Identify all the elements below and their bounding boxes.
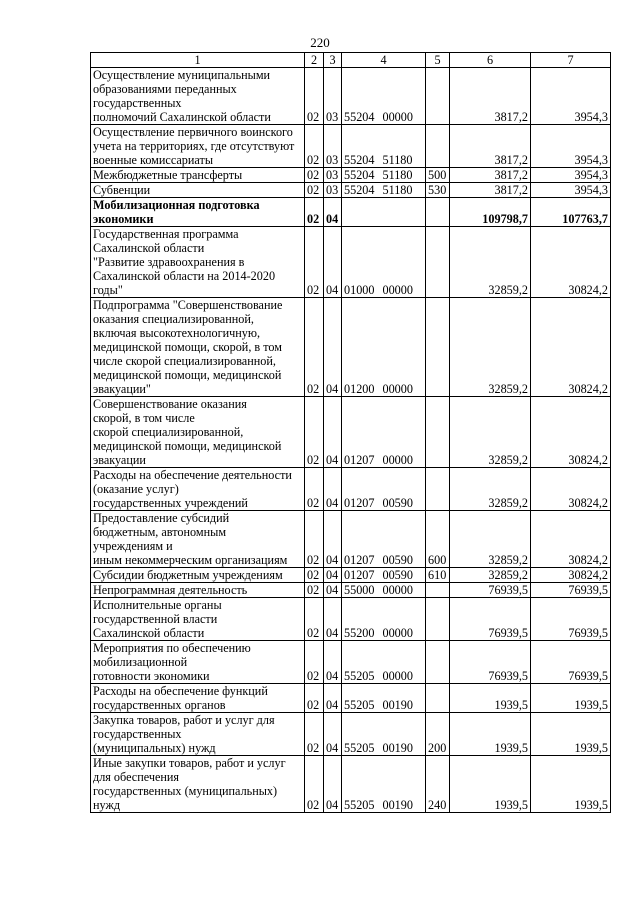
row-name-line: оказания специализированной,	[93, 312, 254, 326]
row-amount-year-2: 3954,3	[531, 125, 611, 168]
row-amount-year-1: 32859,2	[450, 468, 531, 511]
row-target-code-direction: 00000	[382, 669, 413, 683]
table-row	[91, 568, 611, 583]
table-row	[91, 198, 611, 227]
row-name-line: мобилизационной	[93, 655, 188, 669]
row-amount-year-1: 32859,2	[450, 511, 531, 568]
row-amount-year-2: 30824,2	[531, 397, 611, 468]
row-amount-year-2: 30824,2	[531, 227, 611, 298]
row-target-code	[342, 468, 426, 511]
row-expense-type: 610	[426, 568, 450, 583]
row-target-code-program: 55204	[344, 110, 375, 124]
table-row	[91, 713, 611, 756]
row-name-line: медицинской помощи, скорой, в том	[93, 340, 282, 354]
row-section: 02	[305, 641, 324, 684]
row-subsection: 04	[324, 583, 342, 598]
row-section: 02	[305, 68, 324, 125]
row-target-code-program: 55205	[344, 741, 375, 755]
header-row	[91, 53, 611, 68]
row-name	[91, 713, 305, 756]
row-name-line: Закупка товаров, работ и услуг для	[93, 713, 275, 727]
row-subsection: 03	[324, 125, 342, 168]
row-name-line: Расходы на обеспечение функций	[93, 684, 268, 698]
row-name-line: государственных органов	[93, 698, 226, 712]
row-amount-year-1: 76939,5	[450, 583, 531, 598]
table-row	[91, 468, 611, 511]
row-target-code	[342, 511, 426, 568]
row-target-code	[342, 68, 426, 125]
row-name-line: Государственная программа	[93, 227, 239, 241]
row-section: 02	[305, 684, 324, 713]
row-subsection: 04	[324, 198, 342, 227]
row-name-line: государственных (муниципальных) нужд	[93, 784, 278, 812]
row-target-code-program: 01207	[344, 568, 375, 582]
table-row	[91, 684, 611, 713]
budget-table	[90, 52, 611, 813]
row-name-line: скорой специализированной,	[93, 425, 244, 439]
table-row	[91, 183, 611, 198]
row-amount-year-2: 3954,3	[531, 68, 611, 125]
header-col-5: 5	[426, 53, 450, 68]
row-target-code	[342, 713, 426, 756]
row-section: 02	[305, 511, 324, 568]
row-target-code-direction: 00190	[382, 798, 413, 812]
row-name	[91, 598, 305, 641]
row-target-code-program: 01207	[344, 453, 375, 467]
row-amount-year-2: 30824,2	[531, 568, 611, 583]
table-row	[91, 397, 611, 468]
row-subsection: 04	[324, 397, 342, 468]
row-name-line: числе скорой специализированной,	[93, 354, 276, 368]
row-section: 02	[305, 397, 324, 468]
row-name-line: Сахалинской области на 2014-2020 годы"	[93, 269, 276, 297]
row-target-code-direction: 00000	[382, 110, 413, 124]
row-expense-type	[426, 583, 450, 598]
table-row	[91, 168, 611, 183]
row-target-code-program: 55204	[344, 183, 375, 197]
row-amount-year-1: 32859,2	[450, 298, 531, 397]
row-name-line: эвакуации"	[93, 382, 151, 396]
row-section: 02	[305, 468, 324, 511]
row-section: 02	[305, 583, 324, 598]
row-amount-year-1: 32859,2	[450, 568, 531, 583]
row-target-code-program: 55200	[344, 626, 375, 640]
row-name-line: бюджетным, автономным	[93, 525, 227, 539]
row-name	[91, 227, 305, 298]
row-section: 02	[305, 713, 324, 756]
row-name	[91, 756, 305, 813]
row-amount-year-2: 30824,2	[531, 511, 611, 568]
row-target-code-program: 01000	[344, 283, 375, 297]
row-subsection: 04	[324, 468, 342, 511]
row-amount-year-1: 3817,2	[450, 125, 531, 168]
row-name-line: полномочий Сахалинской области	[93, 110, 271, 124]
row-expense-type	[426, 227, 450, 298]
row-subsection: 04	[324, 756, 342, 813]
row-name-line: Подпрограмма "Совершенствование	[93, 298, 283, 312]
table-row	[91, 125, 611, 168]
row-expense-type: 600	[426, 511, 450, 568]
row-name-line: Сахалинской области	[93, 241, 205, 255]
row-name-line: Расходы на обеспечение деятельности	[93, 468, 292, 482]
row-section: 02	[305, 568, 324, 583]
row-target-code	[342, 598, 426, 641]
row-expense-type	[426, 298, 450, 397]
table-row	[91, 598, 611, 641]
row-name	[91, 298, 305, 397]
row-target-code-direction: 00000	[382, 453, 413, 467]
row-target-code-direction: 51180	[382, 168, 413, 182]
table-row	[91, 641, 611, 684]
row-name-line: учреждениям и	[93, 539, 173, 553]
row-name: Субвенции	[91, 183, 305, 198]
row-target-code-program: 01200	[344, 382, 375, 396]
row-name-line: для обеспечения	[93, 770, 180, 784]
row-section: 02	[305, 198, 324, 227]
row-target-code	[342, 756, 426, 813]
row-amount-year-2: 3954,3	[531, 168, 611, 183]
row-subsection: 04	[324, 684, 342, 713]
row-expense-type	[426, 598, 450, 641]
row-name-line: иным некоммерческим организациям	[93, 553, 288, 567]
row-amount-year-1: 3817,2	[450, 168, 531, 183]
row-name-line: государственных	[93, 727, 182, 741]
row-target-code	[342, 583, 426, 598]
row-expense-type	[426, 641, 450, 684]
table-row	[91, 756, 611, 813]
row-subsection: 04	[324, 511, 342, 568]
row-section: 02	[305, 125, 324, 168]
table-row	[91, 511, 611, 568]
row-amount-year-2: 76939,5	[531, 598, 611, 641]
row-target-code	[342, 568, 426, 583]
row-name-line: (муниципальных) нужд	[93, 741, 216, 755]
row-subsection: 04	[324, 598, 342, 641]
row-expense-type: 200	[426, 713, 450, 756]
header-col-1: 1	[91, 53, 305, 68]
row-target-code-program: 55204	[344, 153, 375, 167]
row-amount-year-1: 32859,2	[450, 397, 531, 468]
row-name: Непрограммная деятельность	[91, 583, 305, 598]
row-amount-year-1: 1939,5	[450, 684, 531, 713]
row-target-code-direction: 00000	[382, 626, 413, 640]
row-name	[91, 684, 305, 713]
row-amount-year-2: 1939,5	[531, 756, 611, 813]
table-row	[91, 227, 611, 298]
row-target-code-direction: 00000	[382, 283, 413, 297]
row-target-code-direction: 00590	[382, 568, 413, 582]
row-target-code-direction: 00000	[382, 583, 413, 597]
header-col-7: 7	[531, 53, 611, 68]
row-subsection: 03	[324, 168, 342, 183]
row-section: 02	[305, 227, 324, 298]
row-expense-type: 500	[426, 168, 450, 183]
row-name: Субсидии бюджетным учреждениям	[91, 568, 305, 583]
row-name	[91, 641, 305, 684]
row-name-line: медицинской помощи, медицинской	[93, 368, 282, 382]
row-amount-year-1: 1939,5	[450, 713, 531, 756]
row-expense-type	[426, 198, 450, 227]
row-amount-year-2: 30824,2	[531, 298, 611, 397]
row-section: 02	[305, 756, 324, 813]
row-expense-type	[426, 468, 450, 511]
row-amount-year-2: 76939,5	[531, 641, 611, 684]
row-target-code-program: 55205	[344, 698, 375, 712]
row-target-code	[342, 198, 426, 227]
row-target-code-direction: 51180	[382, 183, 413, 197]
row-target-code-program: 55205	[344, 798, 375, 812]
row-name: Мобилизационная подготовка экономики	[91, 198, 305, 227]
row-name-line: Исполнительные органы	[93, 598, 222, 612]
row-target-code	[342, 168, 426, 183]
row-name-line: государственных учреждений	[93, 496, 248, 510]
row-section: 02	[305, 598, 324, 641]
row-amount-year-2: 30824,2	[531, 468, 611, 511]
row-target-code	[342, 183, 426, 198]
row-name	[91, 511, 305, 568]
row-target-code-direction: 00190	[382, 741, 413, 755]
row-amount-year-1: 32859,2	[450, 227, 531, 298]
row-section: 02	[305, 183, 324, 198]
row-name-line: скорой, в том числе	[93, 411, 195, 425]
row-expense-type: 240	[426, 756, 450, 813]
row-name: Межбюджетные трансферты	[91, 168, 305, 183]
row-amount-year-2: 76939,5	[531, 583, 611, 598]
row-name	[91, 397, 305, 468]
header-col-3: 3	[324, 53, 342, 68]
row-target-code-direction: 51180	[382, 153, 413, 167]
row-name-line: государственной власти	[93, 612, 218, 626]
row-target-code-direction: 00590	[382, 553, 413, 567]
row-name-line: Мероприятия по обеспечению	[93, 641, 251, 655]
row-name-line: медицинской помощи, медицинской эвакуации	[93, 439, 282, 467]
row-amount-year-2: 1939,5	[531, 684, 611, 713]
row-amount-year-1: 3817,2	[450, 183, 531, 198]
row-expense-type: 530	[426, 183, 450, 198]
row-amount-year-1: 1939,5	[450, 756, 531, 813]
row-amount-year-1: 109798,7	[450, 198, 531, 227]
row-target-code-program: 01207	[344, 496, 375, 510]
row-amount-year-2: 107763,7	[531, 198, 611, 227]
row-name-line: государственных	[93, 96, 182, 110]
row-target-code	[342, 397, 426, 468]
row-target-code	[342, 227, 426, 298]
row-section: 02	[305, 168, 324, 183]
row-subsection: 04	[324, 641, 342, 684]
row-subsection: 04	[324, 713, 342, 756]
row-amount-year-1: 76939,5	[450, 641, 531, 684]
row-target-code	[342, 684, 426, 713]
row-subsection: 04	[324, 227, 342, 298]
row-target-code-direction: 00190	[382, 698, 413, 712]
row-amount-year-1: 76939,5	[450, 598, 531, 641]
row-expense-type	[426, 68, 450, 125]
row-section: 02	[305, 298, 324, 397]
table-row	[91, 298, 611, 397]
row-amount-year-2: 3954,3	[531, 183, 611, 198]
row-target-code-program: 55204	[344, 168, 375, 182]
row-name-line: учета на территориях, где отсутствуют	[93, 139, 295, 153]
row-subsection: 03	[324, 68, 342, 125]
row-target-code	[342, 125, 426, 168]
row-name-line: военные комиссариаты	[93, 153, 214, 167]
row-amount-year-1: 3817,2	[450, 68, 531, 125]
row-target-code	[342, 298, 426, 397]
row-name-line: Осуществление муниципальными	[93, 68, 271, 82]
row-name-line: (оказание услуг)	[93, 482, 179, 496]
row-target-code-program: 55205	[344, 669, 375, 683]
header-col-2: 2	[305, 53, 324, 68]
row-amount-year-2: 1939,5	[531, 713, 611, 756]
row-expense-type	[426, 125, 450, 168]
page-number: 220	[310, 35, 330, 50]
row-name-line: Предоставление субсидий	[93, 511, 230, 525]
row-name	[91, 68, 305, 125]
row-target-code	[342, 641, 426, 684]
row-name-line: "Развитие здравоохранения в	[93, 255, 245, 269]
row-name-line: Осуществление первичного воинского	[93, 125, 293, 139]
row-target-code-direction: 00000	[382, 382, 413, 396]
table-row	[91, 68, 611, 125]
row-name-line: Совершенствование оказания	[93, 397, 247, 411]
row-expense-type	[426, 397, 450, 468]
row-subsection: 04	[324, 568, 342, 583]
row-expense-type	[426, 684, 450, 713]
row-name-line: Сахалинской области	[93, 626, 205, 640]
row-name-line: Иные закупки товаров, работ и услуг	[93, 756, 286, 770]
row-subsection: 03	[324, 183, 342, 198]
row-name-line: образованиями переданных	[93, 82, 237, 96]
header-col-6: 6	[450, 53, 531, 68]
row-target-code-program: 01207	[344, 553, 375, 567]
header-col-4: 4	[342, 53, 426, 68]
row-name-line: включая высокотехнологичную,	[93, 326, 260, 340]
row-subsection: 04	[324, 298, 342, 397]
row-target-code-program: 55000	[344, 583, 375, 597]
row-target-code-direction: 00590	[382, 496, 413, 510]
row-name-line: готовности экономики	[93, 669, 210, 683]
row-name	[91, 468, 305, 511]
table-row	[91, 583, 611, 598]
row-name	[91, 125, 305, 168]
